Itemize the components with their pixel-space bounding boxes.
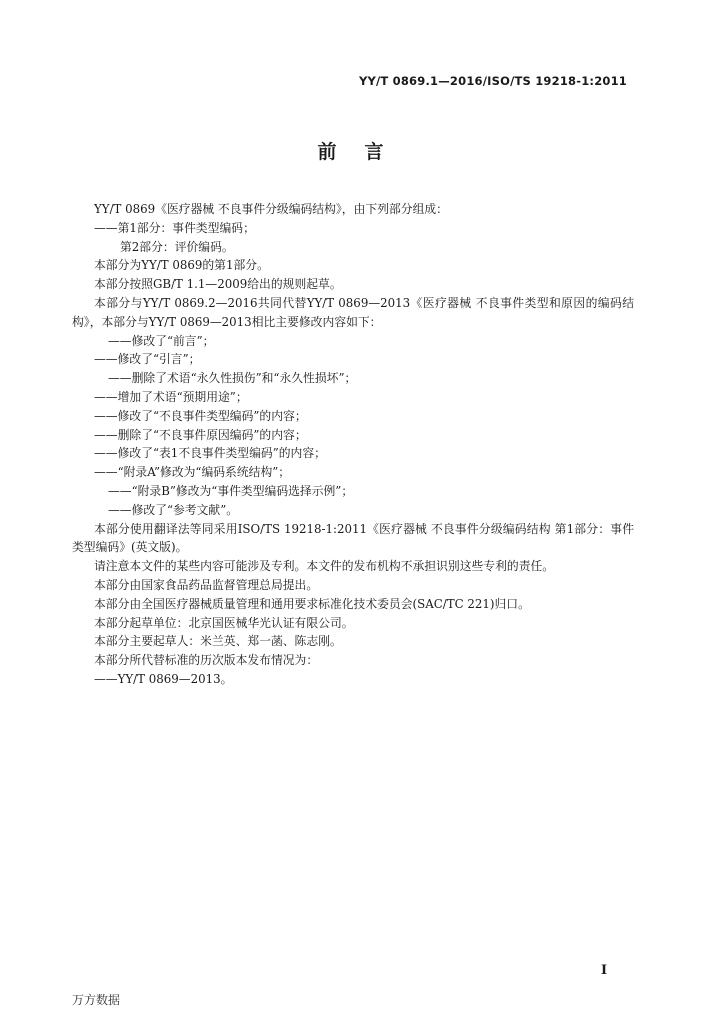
paragraph-drafting-rules: 本部分按照GB/T 1.1—2009给出的规则起草。: [94, 277, 342, 292]
paragraph-adoption: 本部分使用翻译法等同采用ISO/TS 19218-1:2011《医疗器械 不良事件分级编码结构 第1部分：事件类型编码》(英文版)。: [72, 521, 634, 555]
change-item: ——删除了术语“永久性损伤”和“永久性损坏”；: [108, 371, 357, 386]
change-item: ——修改了“参考文献”。: [108, 502, 239, 517]
paragraph-history: 本部分所代替标准的历次版本发布情况为：: [94, 653, 319, 668]
paragraph-drafters: 本部分主要起草人：米兰英、郑一菡、陈志刚。: [94, 634, 342, 649]
change-item: ——增加了术语“预期用途”；: [94, 389, 248, 404]
change-item: ——删除了“不良事件原因编码”的内容；: [94, 427, 307, 442]
change-item: ——修改了“前言”；: [108, 333, 215, 348]
paragraph-patent-notice: 请注意本文件的某些内容可能涉及专利。本文件的发布机构不承担识别这些专利的责任。: [94, 559, 555, 574]
page-number: Ⅰ: [601, 963, 608, 978]
paragraph-drafting-unit: 本部分起草单位：北京国医械华光认证有限公司。: [94, 615, 354, 630]
standard-number-header: YY/T 0869.1—2016/ISO/TS 19218-1:2011: [358, 74, 627, 88]
history-item: ——YY/T 0869—2013。: [94, 671, 233, 686]
change-item: ——修改了“引言”；: [94, 352, 201, 367]
page-title: 前言: [317, 141, 412, 163]
paragraph-scope: 本部分为YY/T 0869的第1部分。: [94, 258, 269, 273]
paragraph-proposer: 本部分由国家食品药品监督管理总局提出。: [94, 577, 319, 592]
paragraph-intro: YY/T 0869《医疗器械 不良事件分级编码结构》，由下列部分组成：: [94, 202, 448, 216]
watermark-footer: 万方数据: [72, 993, 121, 1007]
change-item: ——“附录B”修改为“事件类型编码选择示例”；: [108, 483, 354, 498]
change-item: ——“附录A”修改为“编码系统结构”；: [94, 465, 291, 480]
document-body: [72, 200, 634, 689]
paragraph-technical-committee: 本部分由全国医疗器械质量管理和通用要求标准化技术委员会(SAC/TC 221)归口。: [94, 596, 530, 611]
list-item-part1: ——第1部分：事件类型编码；: [94, 220, 255, 235]
change-item: ——修改了“不良事件类型编码”的内容；: [94, 408, 307, 423]
list-item-part2: 第2部分：评价编码。: [120, 239, 234, 254]
change-item: ——修改了“表1不良事件类型编码”的内容；: [94, 446, 326, 461]
paragraph-replacement: 本部分与YY/T 0869.2—2016共同代替YY/T 0869—2013《医疗器械 不良事件类型和原因的编码结构》，本部分与YY/T 0869—2013相比主要修改内容如下：: [72, 295, 634, 329]
